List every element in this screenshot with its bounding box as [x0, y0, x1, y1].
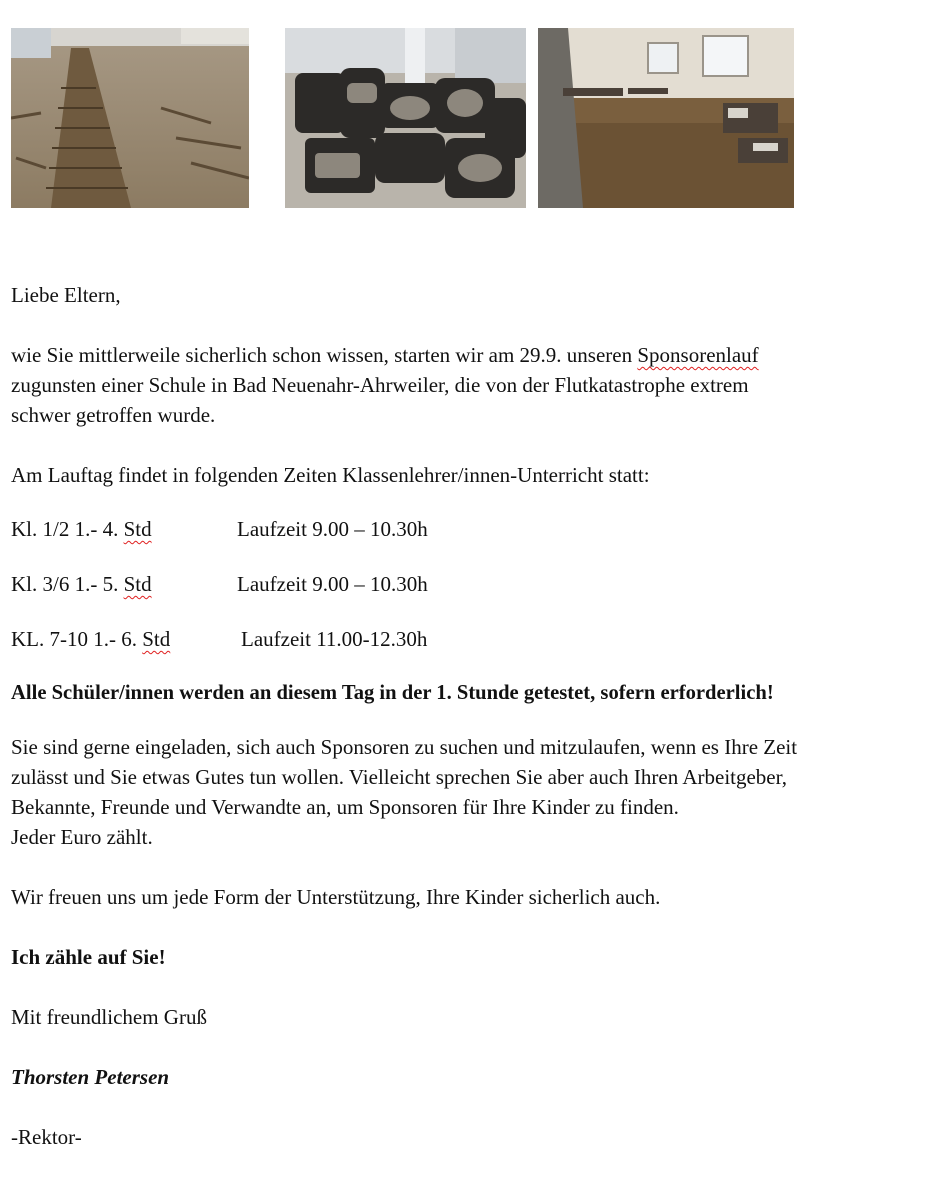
intro-paragraph: [11, 340, 920, 430]
invite-line-3: Bekannte, Freunde und Verwandte an, um Sponsoren für Ihre Kinder zu finden.: [11, 795, 679, 819]
signature-name: Thorsten Petersen: [11, 1065, 170, 1089]
schedule-row-3: [11, 624, 428, 654]
intro-line-2: zugunsten einer Schule in Bad Neuenahr-Ahrweiler, die von der Flutkatastrophe extrem: [11, 373, 749, 397]
sponsorenlauf-word: Sponsorenlauf: [637, 343, 759, 367]
schedule-row-2: [11, 569, 428, 599]
salutation: Liebe Eltern,: [11, 283, 121, 307]
invite-line-4: Jeder Euro zählt.: [11, 825, 153, 849]
support-sentence: Wir freuen uns um jede Form der Unterstützung, Ihre Kinder sicherlich auch.: [11, 885, 661, 909]
schedule-time: Laufzeit 9.00 – 10.30h: [237, 572, 428, 596]
intro-line-1: [11, 340, 920, 370]
appeal: Ich zähle auf Sie!: [11, 945, 166, 969]
invite-line-1: Sie sind gerne eingeladen, sich auch Sponsoren zu suchen und mitzulaufen, wenn es Ihre Zeit: [11, 735, 798, 759]
schedule-class-hours: Kl. 3/6 1.- 5.: [11, 572, 124, 596]
flooded-classroom-photo: [538, 28, 794, 208]
schedule-class-hours: KL. 7-10 1.- 6.: [11, 627, 143, 651]
schedule-time: Laufzeit 11.00-12.30h: [241, 627, 428, 651]
schedule-unit: Std: [123, 517, 152, 541]
invite-paragraph: [11, 732, 920, 852]
schedule-time: Laufzeit 9.00 – 10.30h: [237, 517, 428, 541]
schedule-row-1: [11, 514, 428, 544]
flood-damaged-floor-photo: [11, 28, 249, 208]
signature-title: -Rektor-: [11, 1125, 82, 1149]
damaged-instrument-cases-photo: [285, 28, 526, 208]
closing: Mit freundlichem Gruß: [11, 1005, 207, 1029]
schedule-unit: Std: [123, 572, 152, 596]
schedule-class-hours: Kl. 1/2 1.- 4.: [11, 517, 124, 541]
intro-line-3: schwer getroffen wurde.: [11, 403, 216, 427]
intro-text-1: wie Sie mittlerweile sicherlich schon wissen, starten wir am 29.9. unseren: [11, 343, 638, 367]
schedule-intro: Am Lauftag findet in folgenden Zeiten Klassenlehrer/innen-Unterricht statt:: [11, 463, 650, 487]
testing-notice: Alle Schüler/innen werden an diesem Tag in der 1. Stunde getestet, sofern erforderlich!: [11, 682, 774, 704]
invite-line-2: zulässt und Sie etwas Gutes tun wollen. Vielleicht sprechen Sie aber auch Ihren Arbeitgeber,: [11, 765, 788, 789]
schedule-unit: Std: [142, 627, 171, 651]
